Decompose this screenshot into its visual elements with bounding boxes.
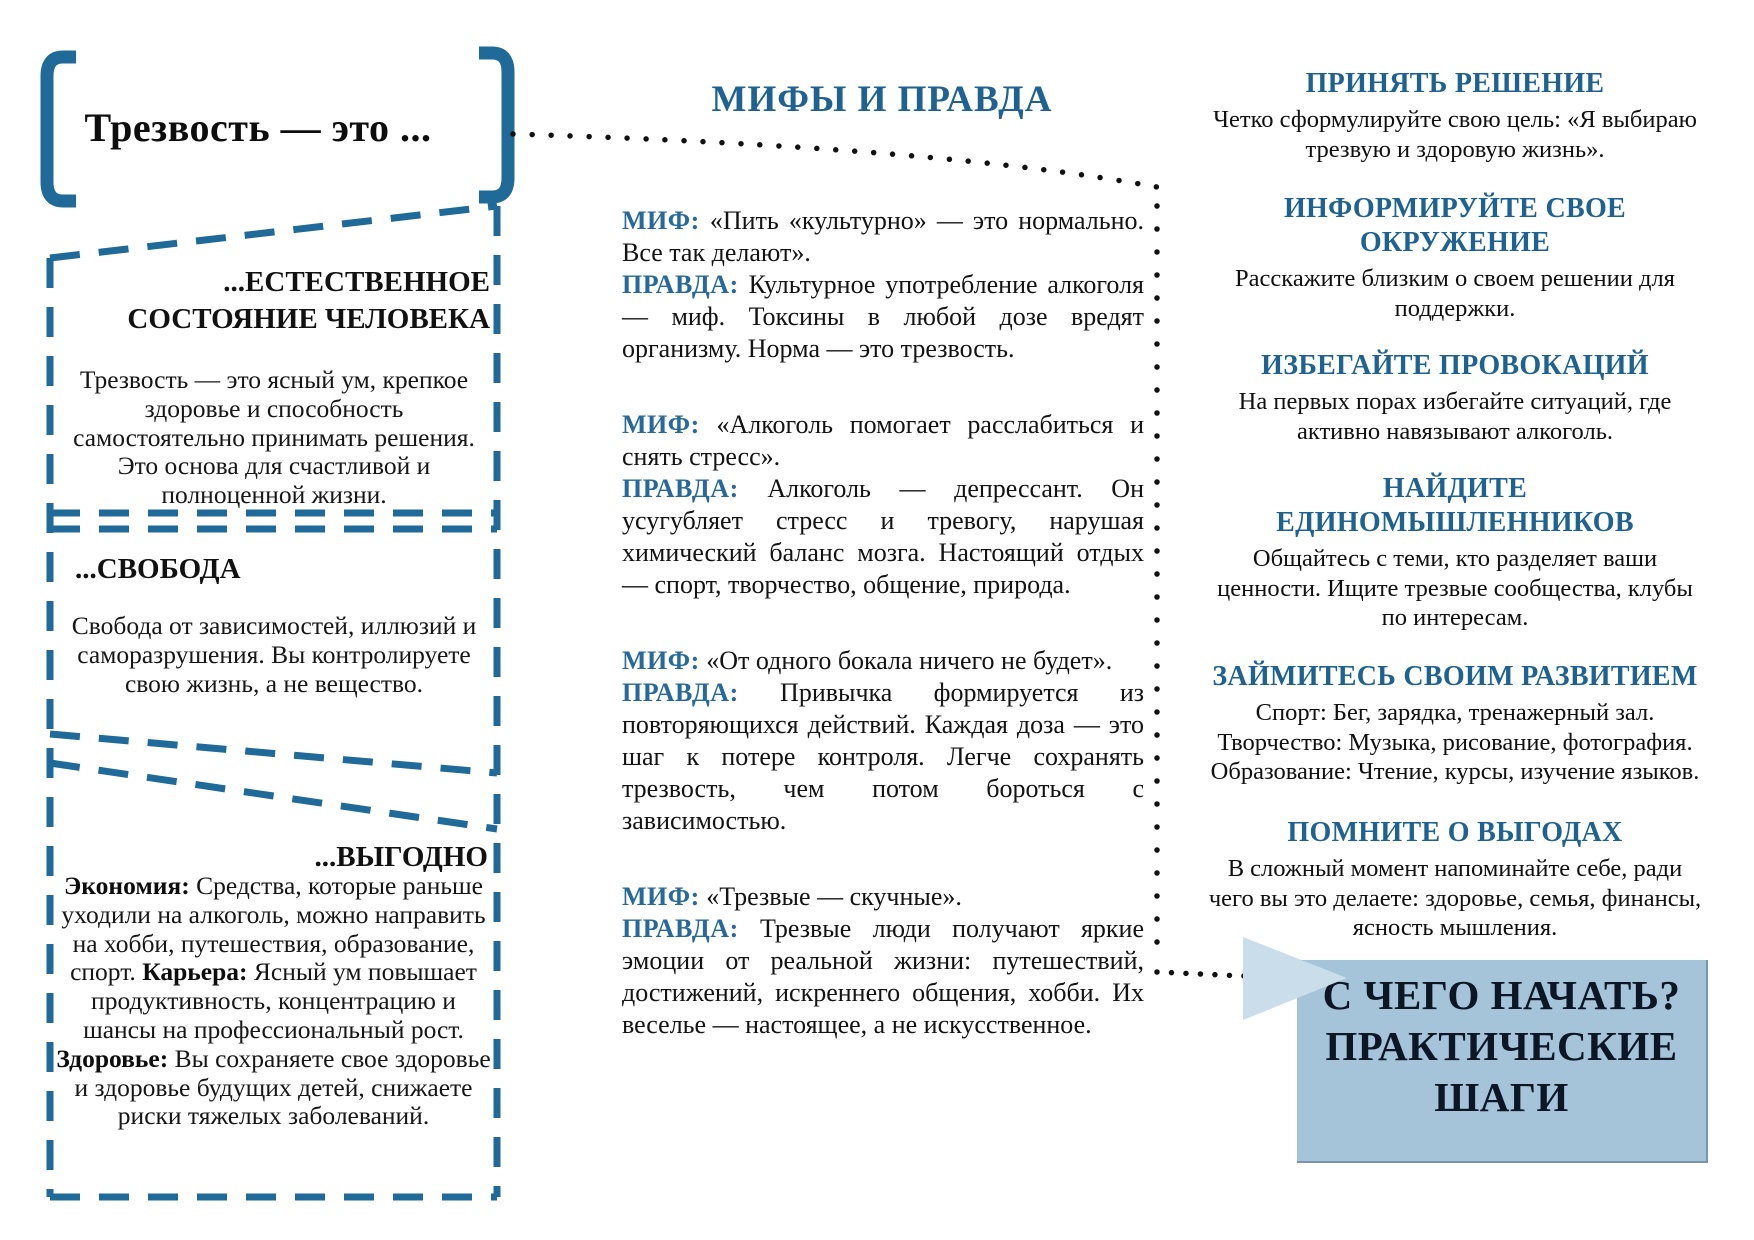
section-heading-line: ...ЕСТЕСТВЕННОЕ	[223, 266, 490, 298]
arrow-right-icon	[1240, 935, 1350, 1023]
step-body-line: чего вы это делаете: здоровье, семья, финансы,	[1208, 884, 1702, 912]
callout-line: С ЧЕГО НАЧАТЬ?	[1322, 972, 1681, 1018]
dotted-connector-curve	[513, 134, 1157, 187]
section-body-natural-state: Трезвость — это ясный ум, крепкое здоровье и способность самостоятельно принимать решения. Это основа для счастливой и полноценной жизни.	[73, 365, 475, 510]
myth-block	[622, 881, 1144, 1041]
truth-text: Алкоголь — депрессант. Он усугубляет стресс и тревогу, нарушая химический баланс мозга. Настоящий отдых — спорт, творчество, общение, природа.	[622, 474, 1144, 599]
section-heading-beneficial: ...ВЫГОДНО	[314, 841, 488, 873]
myth-label: МИФ:	[622, 646, 700, 675]
step-body-line: На первых порах избегайте ситуаций, где	[1238, 388, 1672, 415]
step-body	[1185, 854, 1725, 943]
benefit-label: Экономия:	[64, 871, 190, 900]
step-section-avoid-provocations	[1185, 349, 1725, 446]
truth-label: ПРАВДА:	[622, 474, 739, 503]
step-heading: ПРИНЯТЬ РЕШЕНИЕ	[1305, 68, 1605, 99]
myth-line	[622, 205, 1144, 269]
myth-label: МИФ:	[622, 410, 700, 439]
truth-text: Привычка формируется из повторяющихся действий. Каждая доза — это шаг к потере контроля. Легче сохранять трезвость, чем потом бороться с зависимостью.	[622, 678, 1144, 835]
myth-block	[622, 409, 1144, 601]
title-bracket-right-icon	[479, 53, 508, 197]
truth-line	[622, 269, 1144, 365]
step-heading-line: ИНФОРМИРУЙТЕ СВОЕ	[1283, 193, 1627, 224]
step-body	[1185, 387, 1725, 446]
myth-text: «От одного бокала ничего не будет».	[706, 646, 1113, 675]
truth-line	[622, 677, 1144, 837]
step-section-likeminded	[1185, 472, 1725, 633]
myth-line	[622, 645, 1144, 677]
truth-text: Культурное употребление алкоголя — миф. Токсины в любой дозе вредят организму. Норма — это трезвость.	[622, 270, 1145, 363]
step-body-line: поддержки.	[1394, 294, 1516, 322]
myth-label: МИФ:	[622, 206, 700, 235]
step-body	[1185, 105, 1725, 164]
myth-line	[622, 881, 1144, 913]
step-heading-line: ОКРУЖЕНИЕ	[1359, 227, 1551, 258]
step-body-line: В сложный момент напоминайте себе, ради	[1227, 855, 1683, 882]
step-body-line: Образование: Чтение, курсы, изучение языков.	[1210, 758, 1700, 786]
benefit-label: Здоровье:	[56, 1043, 169, 1073]
dashed-top-slant	[50, 206, 497, 258]
step-heading-line: НАЙДИТЕ	[1382, 473, 1528, 504]
step-body-line: Четко сформулируйте свою цель: «Я выбираю	[1213, 106, 1697, 133]
step-body-line: ценности. Ищите трезвые сообщества, клубы	[1217, 574, 1693, 602]
step-section-inform	[1185, 192, 1725, 323]
benefit-text: Средства, которые раньше уходили на алкоголь, можно направить на хобби, путешествия, образование, спорт.	[61, 871, 486, 987]
page-title: Трезвость — это ...	[84, 105, 432, 150]
step-section-decision	[1185, 67, 1725, 164]
section-body-benefits	[55, 872, 492, 1131]
dashed-slant-divider-b	[50, 763, 497, 829]
step-heading: ИЗБЕГАЙТЕ ПРОВОКАЦИЙ	[1261, 350, 1649, 381]
truth-label: ПРАВДА:	[622, 270, 739, 299]
step-body-line: Спорт: Бег, зарядка, тренажерный зал.	[1255, 699, 1655, 726]
myth-line	[622, 409, 1144, 473]
step-body-line: ясность мышления.	[1352, 914, 1558, 942]
step-section-development	[1185, 660, 1725, 787]
step-body-line: Творчество: Музыка, рисование, фотография.	[1217, 728, 1693, 756]
step-body-line: активно навязывают алкоголь.	[1296, 417, 1613, 445]
step-heading-line: ЕДИНОМЫШЛЕННИКОВ	[1276, 507, 1634, 538]
section-heading-line: СОСТОЯНИЕ ЧЕЛОВЕКА	[127, 303, 490, 335]
step-heading: ПОМНИТЕ О ВЫГОДАХ	[1287, 817, 1623, 848]
callout-line: ПРАКТИЧЕСКИЕ	[1325, 1023, 1678, 1069]
myth-label: МИФ:	[622, 882, 700, 911]
benefit-text: Вы сохраняете свое здоровье и здоровье будущих детей, снижаете риски тяжелых заболеваний.	[74, 1043, 491, 1131]
truth-line	[622, 913, 1144, 1041]
step-body	[1185, 544, 1725, 633]
benefit-label: Карьера:	[142, 957, 248, 987]
myth-block	[622, 645, 1144, 837]
step-heading	[1185, 192, 1725, 260]
step-body-line: Расскажите близким о своем решении для	[1235, 265, 1675, 292]
myth-block	[622, 205, 1144, 365]
step-body-line: Общайтесь с теми, кто разделяет ваши	[1252, 545, 1658, 572]
truth-label: ПРАВДА:	[622, 678, 739, 707]
step-heading	[1185, 472, 1725, 540]
dashed-slant-divider-a	[50, 734, 497, 773]
truth-label: ПРАВДА:	[622, 914, 739, 943]
myths-panel-title: МИФЫ И ПРАВДА	[711, 79, 1053, 120]
step-body-line: по интересам.	[1381, 604, 1529, 632]
myth-text: «Алкоголь помогает расслабиться и снять стресс».	[622, 410, 1144, 471]
callout-line: ШАГИ	[1434, 1074, 1569, 1120]
section-heading-freedom: ...СВОБОДА	[75, 553, 241, 585]
benefit-text: Ясный ум повышает продуктивность, концентрацию и шансы на профессиональный рост.	[83, 957, 477, 1044]
myth-text: «Трезвые — скучные».	[706, 882, 962, 911]
truth-line	[622, 473, 1144, 601]
myth-text: «Пить «культурно» — это нормально. Все так делают».	[622, 206, 1145, 267]
step-body	[1185, 264, 1725, 323]
section-body-freedom: Свобода от зависимостей, иллюзий и саморазрушения. Вы контролируете свою жизнь, а не вещество.	[71, 611, 477, 698]
step-section-benefits	[1185, 816, 1725, 943]
section-heading-natural-state	[60, 264, 490, 338]
step-heading: ЗАЙМИТЕСЬ СВОИМ РАЗВИТИЕМ	[1212, 661, 1698, 692]
callout-box	[1297, 960, 1708, 1163]
step-body	[1185, 698, 1725, 787]
step-body-line: трезвую и здоровую жизнь».	[1305, 135, 1605, 163]
truth-text: Трезвые люди получают яркие эмоции от реальной жизни: путешествий, достижений, искреннего общения, хобби. Их веселье — настоящее, а не искусственное.	[622, 914, 1144, 1039]
myth-blocks	[622, 205, 1144, 1085]
